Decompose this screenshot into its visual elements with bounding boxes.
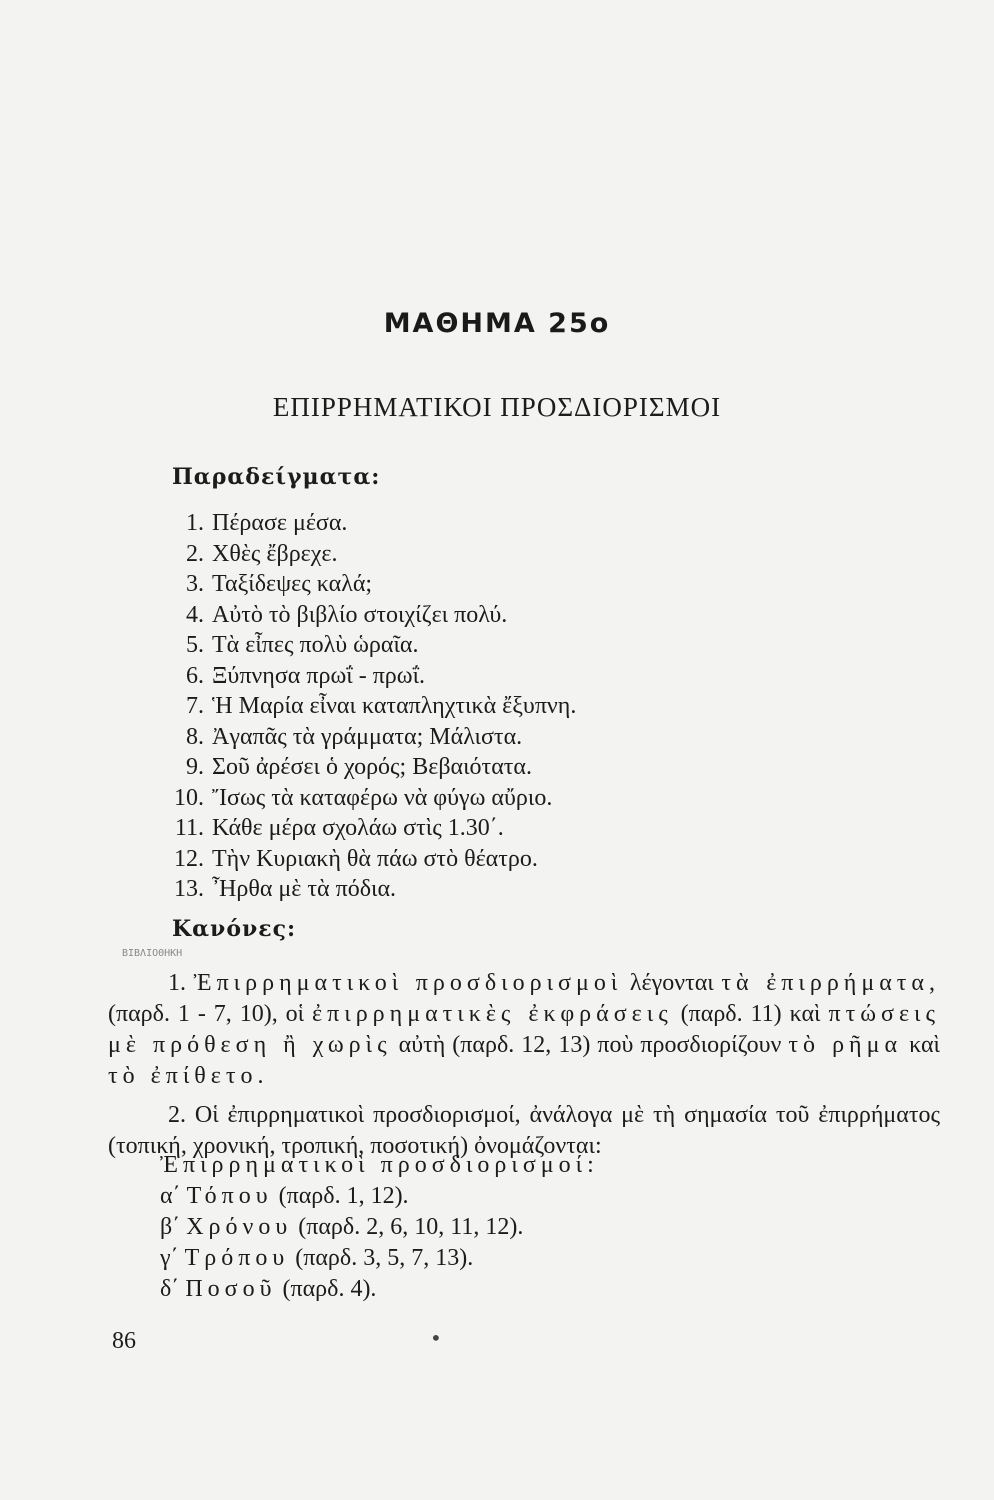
list-item: 2. Χθὲς ἔβρεχε. [186,540,338,567]
list-item: 7. Ἡ Μαρία εἶναι καταπληχτικὰ ἔξυπνη. [186,693,577,719]
page-title: ΕΠΙΡΡΗΜΑΤΙΚΟΙ ΠΡΟΣΔΙΟΡΙΣΜΟΙ [272,392,722,422]
list-item: γ΄ Τρόπου (παρδ. 3, 5, 7, 13). [160,1245,474,1271]
rules-body [108,968,940,1162]
list-item: 4. Αὐτὸ τὸ βιβλίο στοιχίζει πολύ. [186,601,508,628]
list-item: 5. Τὰ εἶπες πολὺ ὡραῖα. [186,632,419,658]
list-item: 11. Κάθε μέρα σχολάω στὶς 1.30΄. [174,815,504,841]
rules-heading: Κανόνες: [172,916,297,942]
list-item: 8. Ἀγαπᾶς τὰ γράμματα; Μάλιστα. [186,723,523,750]
list-item: 3. Ταξίδεψες καλά; [186,571,373,597]
list-item: 10. Ἴσως τὰ καταφέρω νὰ φύγω αὔριο. [174,784,553,811]
rule-1: 1. Ἐπιρρηματικοὶ προσδιορισμοὶ λέγονται τὰ ἐπιρρήματα, (παρδ. 1 - 7, 10), οἱ ἐπιρρηματικὲς ἐκφράσεις (παρδ. 11) καὶ πτώσεις μὲ πρόθεση ἢ χωρὶς αὐτὴ (παρδ. 12, 13) ποὺ προσδιορίζουν τὸ ρῆμα καὶ τὸ ἐπίθετο. [108,970,941,1089]
examples-heading: Παραδείγματα: [172,464,381,490]
list-item: α΄ Τόπου (παρδ. 1, 12). [160,1183,409,1209]
examples-list [160,510,576,907]
list-item: β΄ Χρόνου (παρδ. 2, 6, 10, 11, 12). [160,1214,524,1240]
rule-2: 2. Οἱ ἐπιρρηματικοὶ προσδιορισμοί, ἀνάλογα μὲ τὴ σημασία τοῦ ἐπιρρήματος (τοπική, χρονική, τροπική, ποσοτική) ὀνομάζονται: [108,1102,940,1159]
list-item: 6. Ξύπνησα πρωΐ - πρωΐ. [186,662,426,689]
categories-list [160,1152,599,1307]
list-item: δ΄ Ποσοῦ (παρδ. 4). [160,1276,377,1302]
list-item: 12. Τὴν Κυριακὴ θὰ πάω στὸ θέατρο. [174,845,538,872]
list-item: 13. Ἦρθα μὲ τὰ πόδια. [174,876,397,902]
categories-heading: Ἐπιρρηματικοὶ προσδιορισμοί: [160,1152,599,1178]
library-stamp: ΒΙΒΛΙΟΘΗΚΗ [122,948,183,959]
list-item: 9. Σοῦ ἀρέσει ὁ χορός; Βεβαιότατα. [186,754,532,780]
list-item: 1. Πέρασε μέσα. [186,510,348,536]
ink-dot: • [430,1326,442,1350]
page-number: 86 [112,1328,136,1354]
lesson-heading: ΜΑΘΗΜΑ 25ο [383,308,611,339]
